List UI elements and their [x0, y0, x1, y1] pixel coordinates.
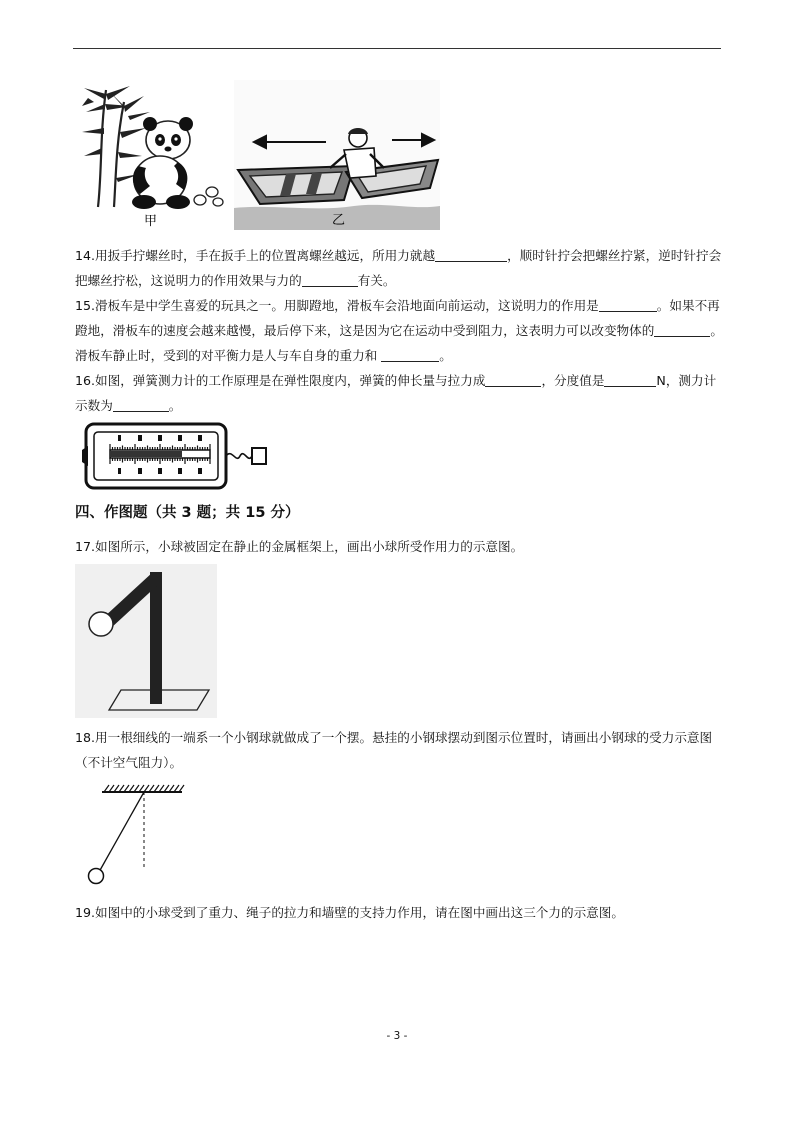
panda [132, 117, 193, 209]
section-title: 四、作图题（共 3 题；共 15 分） [75, 505, 300, 521]
question-17: 17.如图所示，小球被固定在静止的金属框架上，画出小球所受作用力的示意图。 [75, 539, 524, 554]
answer-blank[interactable] [599, 297, 657, 312]
answer-blank[interactable] [302, 272, 358, 287]
boat-left [238, 166, 354, 204]
answer-blank[interactable] [485, 372, 541, 387]
boats-figure [234, 80, 440, 230]
answer-blank[interactable] [604, 372, 656, 387]
header-rule [73, 48, 721, 49]
question-16: 16.如图，弹簧测力计的工作原理是在弹性限度内，弹簧的伸长量与拉力成 ，分度值是 N，测力计示数为 。 [75, 373, 717, 413]
question-18: 18.用一根细线的一端系一个小钢球就做成了一个摆。悬挂的小钢球摆动到图示位置时，请画出小钢球的受力示意图（不计空气阻力）。 [75, 730, 713, 770]
answer-blank[interactable] [435, 247, 507, 262]
figure-label-jia: 甲 [144, 214, 158, 229]
stones [194, 187, 223, 206]
question-15: 15.滑板车是中学生喜爱的玩具之一。用脚蹬地，滑板车会沿地面向前运动，这说明力的作用是 。如果不再蹬地，滑板车的速度会越来越慢，最后停下来，这是因为它在运动中受到阻力，这表明力可以改变物体的 。滑板车静止时，受到的对平衡力是人与车自身的重力和 。 [75, 298, 723, 363]
page-number: - 3 - [386, 1030, 408, 1042]
answer-blank[interactable] [113, 397, 169, 412]
pendulum-figure [84, 784, 190, 890]
answer-blank[interactable] [381, 347, 439, 362]
ceiling-hatch [104, 785, 184, 792]
answer-blank[interactable] [654, 322, 710, 337]
question-19: 19.如图中的小球受到了重力、绳子的拉力和墙壁的支持力作用，请在图中画出这三个力的示意图。 [75, 905, 624, 920]
figure-label-yi: 乙 [332, 213, 346, 228]
question-14: 14.用扳手拧螺丝时，手在扳手上的位置离螺丝越远，所用力就越 ，顺时针拧会把螺丝拧紧，逆时针拧会把螺丝拧松，这说明力的作用效果与力的 有关。 [75, 248, 722, 288]
spring-scale-figure [80, 420, 272, 492]
ball-frame-figure [75, 564, 217, 718]
panda-bamboo-figure [80, 82, 230, 232]
